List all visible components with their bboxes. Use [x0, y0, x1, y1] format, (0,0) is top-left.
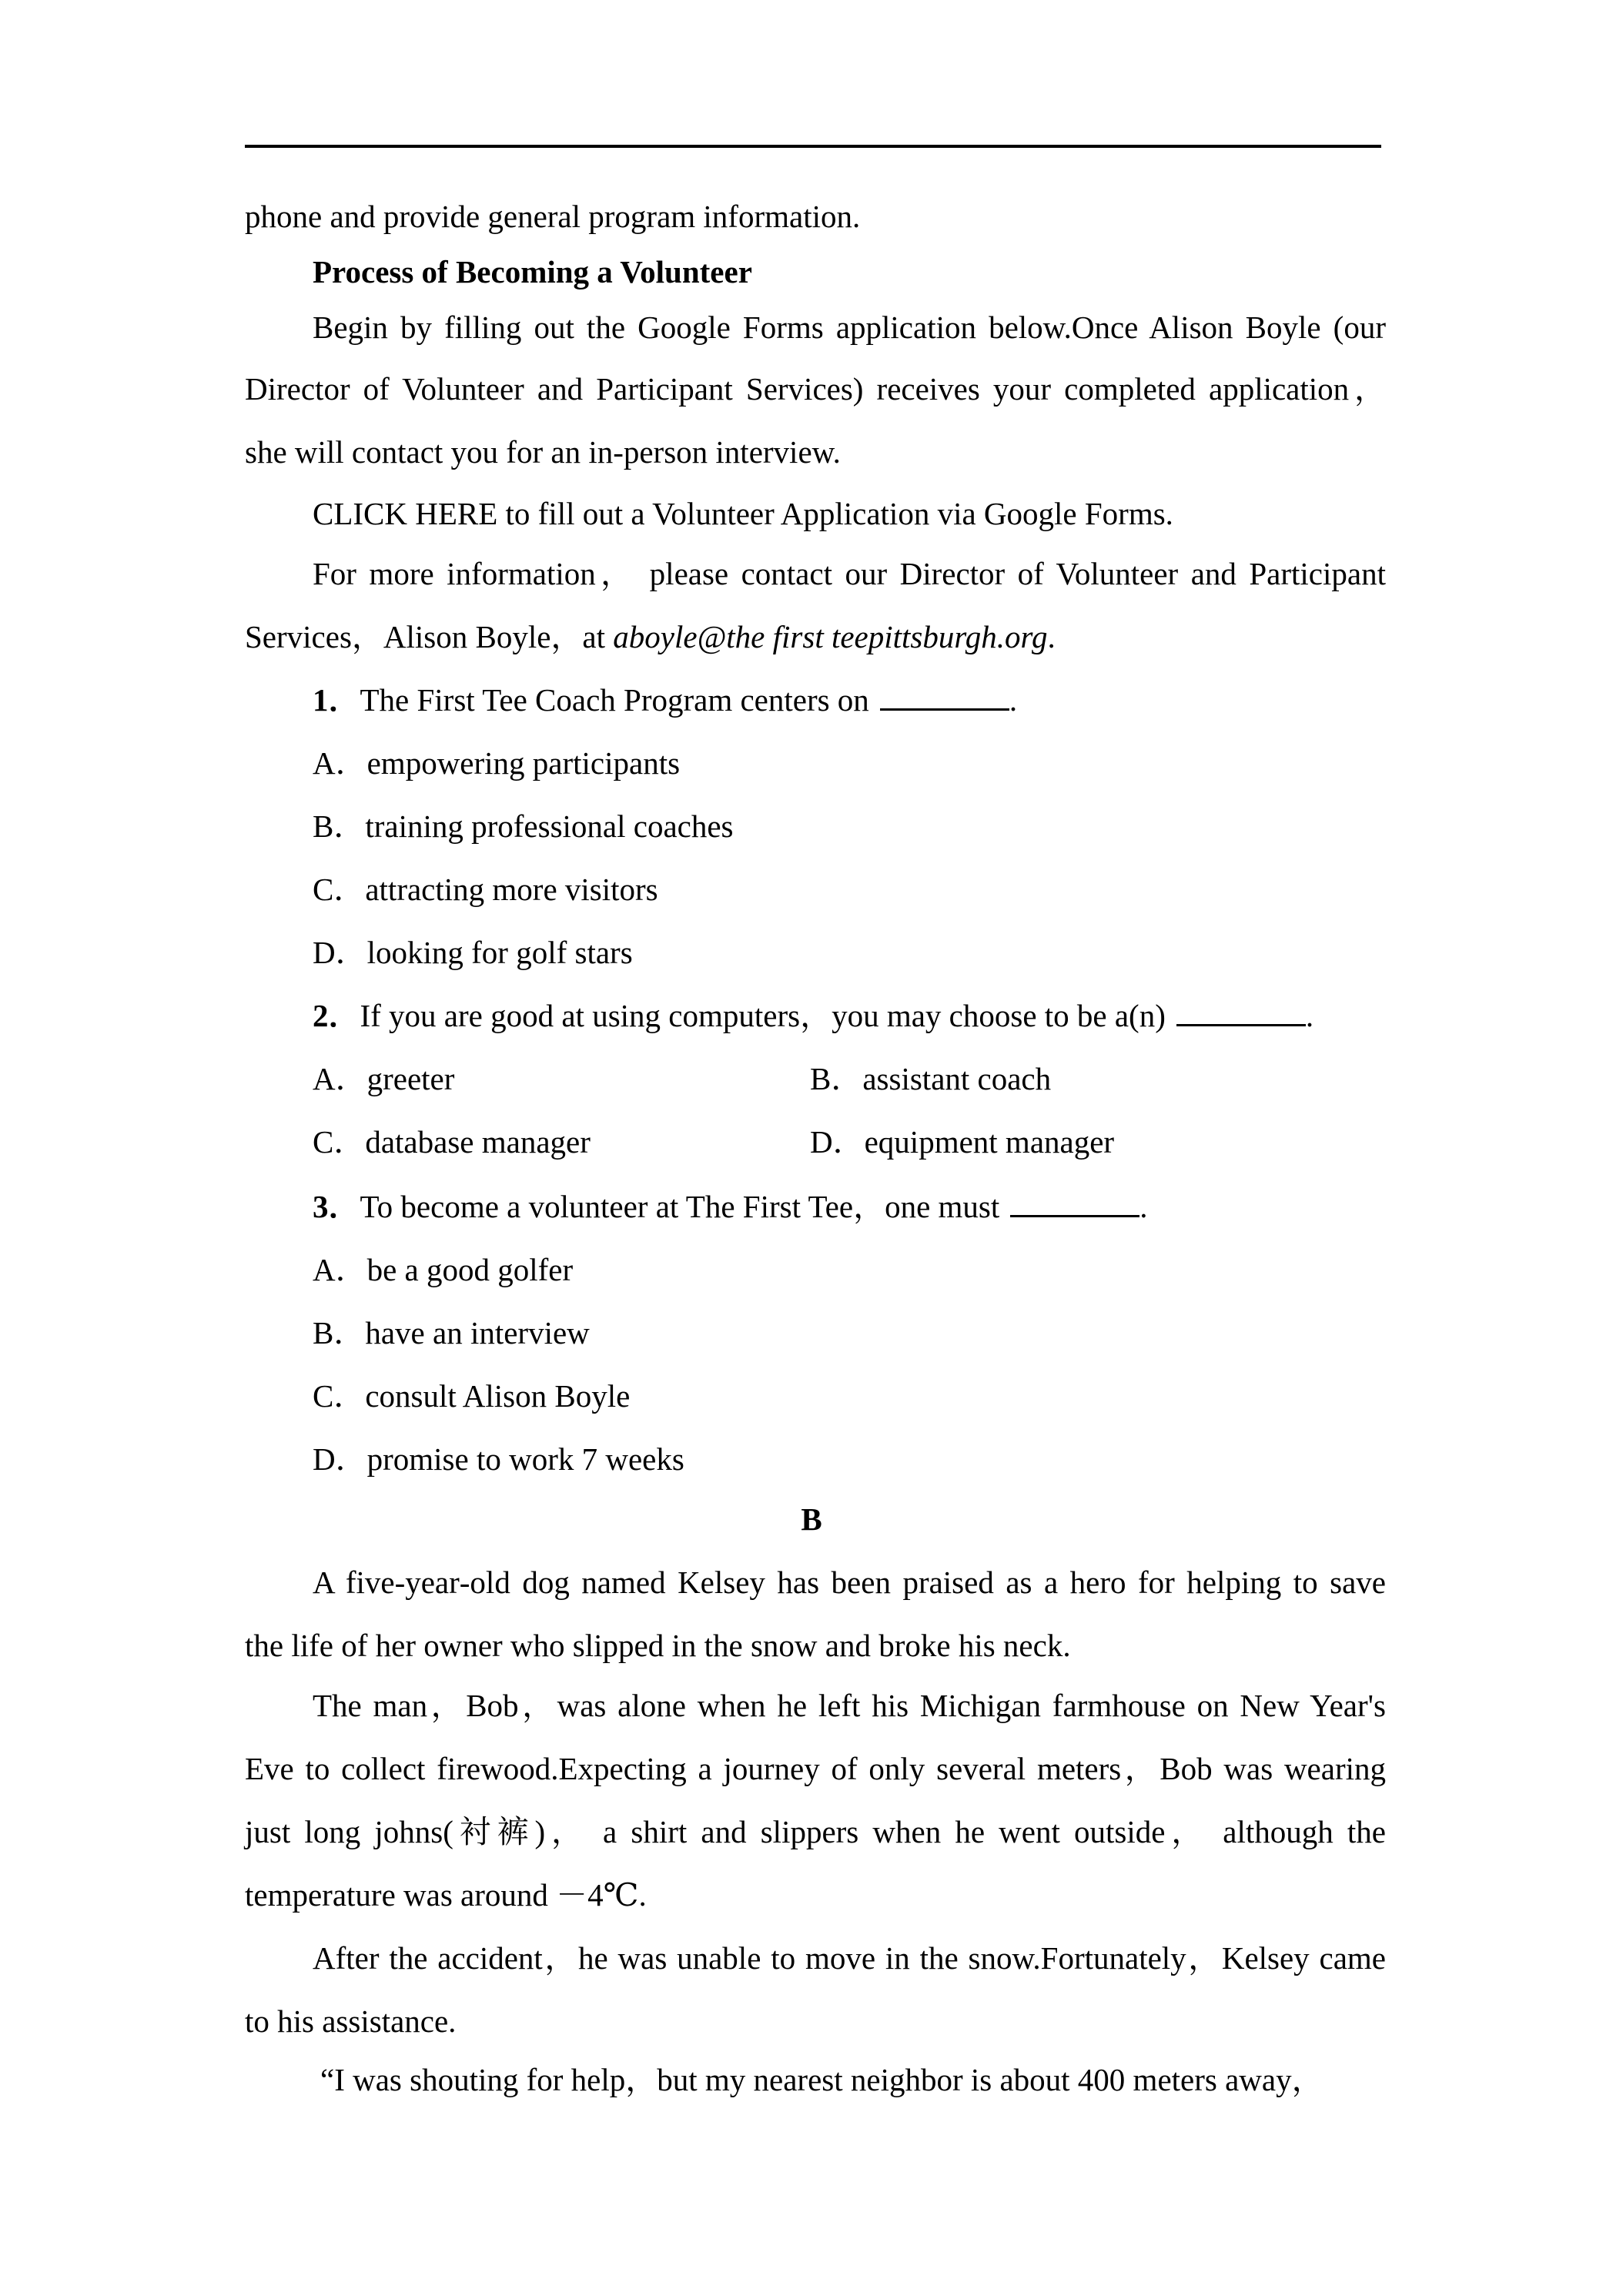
process-p3-line1: For more information， please contact our Director of Volunteer and Participant	[313, 556, 1386, 591]
question-1-option-a: A．empowering participants	[313, 745, 681, 781]
question-2-option-c: C．database manager	[313, 1124, 591, 1160]
section-b-p1-line1: A five‐year‐old dog named Kelsey has been praised as a hero for helping to save	[313, 1565, 1386, 1600]
answer-blank	[1176, 996, 1306, 1026]
process-p1-line3: she will contact you for an in‐person interview.	[245, 434, 841, 470]
question-2-option-a: A．greeter	[313, 1061, 455, 1096]
answer-blank	[1010, 1187, 1139, 1217]
contact-email: aboyle@the first teepittsburgh.org	[613, 619, 1048, 654]
question-3-stem	[313, 1187, 1148, 1226]
question-3-option-b: B．have an interview	[313, 1315, 590, 1350]
process-heading: Process of Becoming a Volunteer	[313, 254, 752, 290]
question-3-option-d: D．promise to work 7 weeks	[313, 1441, 684, 1477]
question-text: The First Tee Coach Program centers on	[360, 682, 869, 718]
answer-blank	[880, 681, 1009, 711]
question-3-option-a: A．be a good golfer	[313, 1252, 574, 1287]
section-b-p4-line1: “I was shouting for help，but my nearest neighbor is about 400 meters away，	[320, 2062, 1323, 2097]
question-2-option-b: B．assistant coach	[810, 1061, 1052, 1096]
question-text: To become a volunteer at The First Tee，one must	[360, 1189, 1000, 1224]
question-2-stem	[313, 996, 1313, 1035]
question-3-option-c: C．consult Alison Boyle	[313, 1378, 631, 1414]
question-end: .	[1139, 1189, 1148, 1224]
contact-prefix: Services，Alison Boyle，at	[245, 619, 614, 654]
section-b-label: B	[801, 1501, 822, 1537]
question-text: If you are good at using computers，you may choose to be a(n)	[360, 998, 1166, 1033]
contact-suffix: .	[1047, 619, 1056, 654]
question-number: 3．	[313, 1189, 360, 1224]
question-1-option-d: D．looking for golf stars	[313, 935, 633, 970]
question-1-option-b: B．training professional coaches	[313, 808, 734, 844]
question-number: 1．	[313, 682, 360, 718]
process-p3-line2	[245, 618, 1056, 656]
top-rule	[245, 145, 1381, 148]
question-1-option-c: C．attracting more visitors	[313, 872, 658, 907]
question-1-stem	[313, 681, 1017, 719]
section-b-p2-line1: The man，Bob，was alone when he left his Michigan farmhouse on New Year's	[313, 1688, 1386, 1723]
click-here-line: CLICK HERE to fill out a Volunteer Application via Google Forms.	[313, 496, 1173, 531]
process-p1-line2: Director of Volunteer and Participant Services) receives your completed application，	[245, 371, 1386, 407]
section-b-p3-line2: to his assistance.	[245, 2003, 457, 2039]
question-end: .	[1009, 682, 1018, 718]
section-b-p3-line1: After the accident，he was unable to move in the snow.Fortunately，Kelsey came	[313, 1940, 1386, 1976]
question-number: 2．	[313, 998, 360, 1033]
question-2-option-d: D．equipment manager	[810, 1124, 1115, 1160]
section-b-p2-line4: temperature was around －4℃.	[245, 1877, 647, 1913]
section-b-p2-line2: Eve to collect firewood.Expecting a journey of only several meters，Bob was wearing	[245, 1751, 1386, 1786]
section-b-p1-line2: the life of her owner who slipped in the snow and broke his neck.	[245, 1628, 1071, 1663]
question-end: .	[1305, 998, 1314, 1033]
process-p1-line1: Begin by filling out the Google Forms application below.Once Alison Boyle (our	[313, 310, 1386, 345]
intro-tail: phone and provide general program information.	[245, 199, 861, 234]
section-b-p2-line3: just long johns(衬裤)， a shirt and slippers when he went outside， although the	[245, 1814, 1386, 1849]
